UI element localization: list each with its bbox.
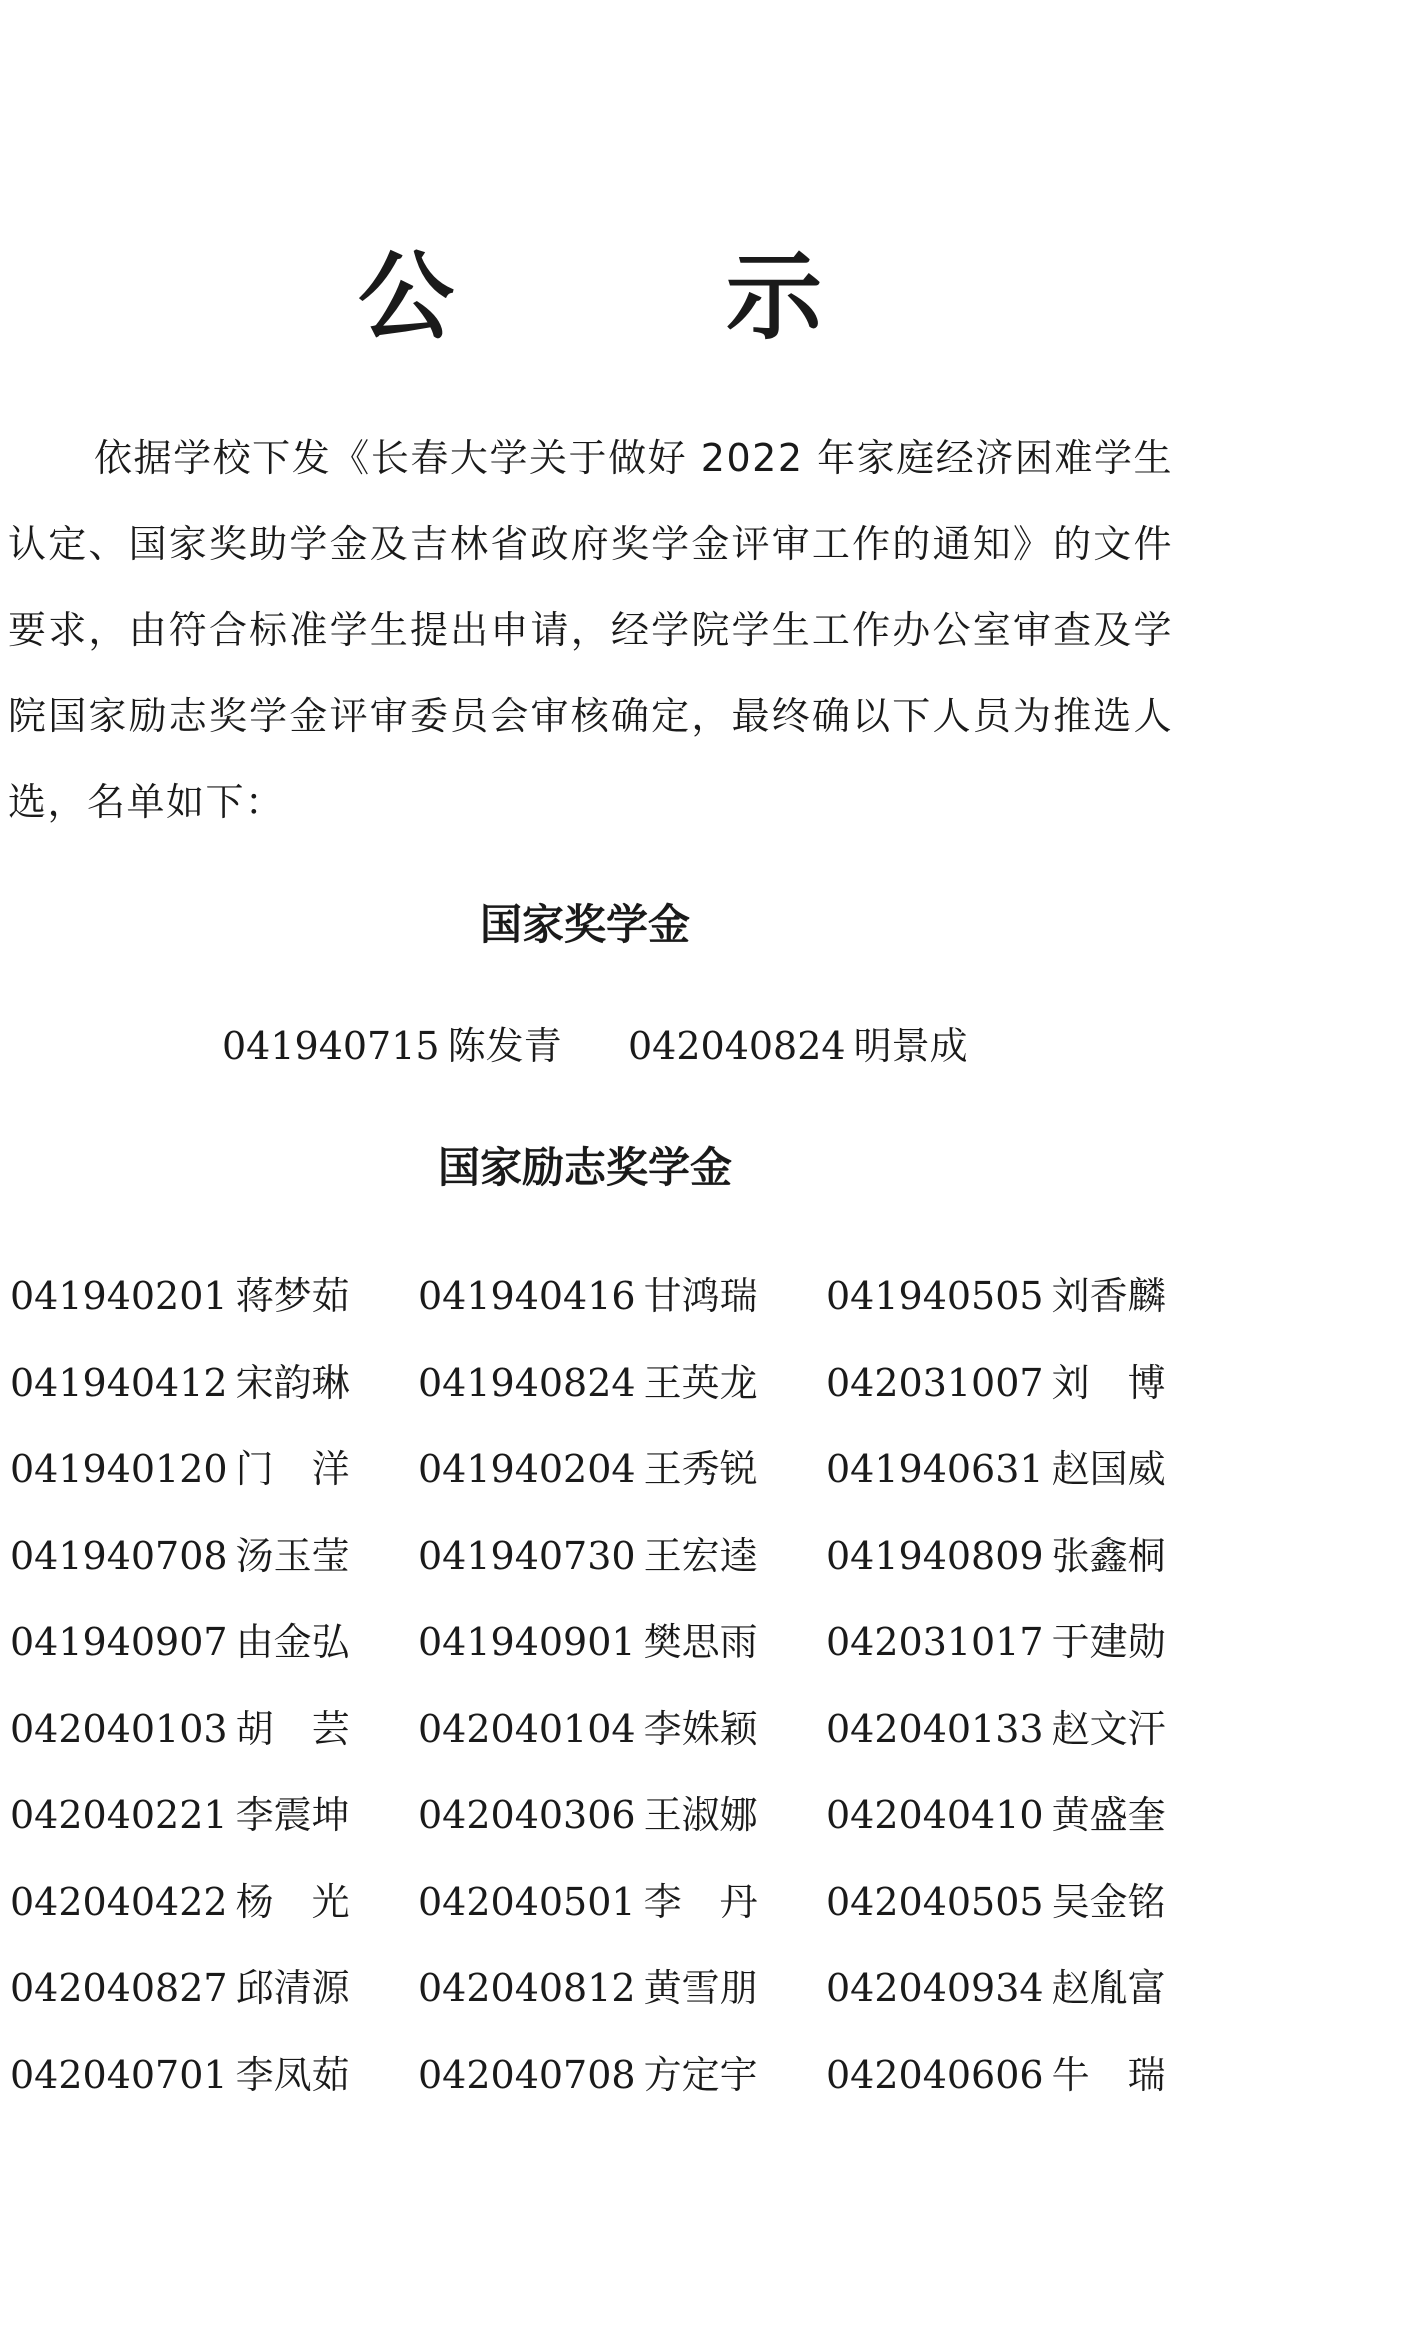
student-id: 041940412 — [10, 1360, 228, 1405]
student-id: 042031007 — [826, 1360, 1044, 1405]
national-scholarship-heading: 国家奖学金 — [479, 900, 690, 949]
recipient-entry — [10, 1614, 350, 1670]
student-name: 蒋梦茹 — [235, 1274, 350, 1318]
student-name: 王英龙 — [643, 1360, 758, 1405]
student-id: 041940416 — [418, 1274, 636, 1318]
announcement-paragraph: 依据学校下发《长春大学关于做好 2022 年家庭经济困难学生认定、国家奖助学金及吉林省政府奖学金评审工作的通知》的文件要求，由符合标准学生提出申请，经学院学生工作办公室审查及学院国家励志奖学金评审委员会审核确定，最终确以下人员为推选人选，名单如下： — [8, 436, 1173, 824]
recipient-entry — [222, 1018, 562, 1074]
recipient-row — [0, 1787, 1413, 1874]
recipient-row — [0, 1441, 1413, 1528]
student-id: 042040133 — [826, 1706, 1044, 1751]
recipient-entry — [10, 1268, 350, 1324]
recipient-entry — [418, 2047, 758, 2103]
student-name: 吴金铭 — [1051, 1879, 1166, 1924]
inspirational-scholarship-heading: 国家励志奖学金 — [437, 1143, 732, 1192]
recipient-entry — [418, 1441, 758, 1497]
recipient-entry — [826, 1355, 1166, 1411]
recipient-row — [0, 1701, 1413, 1788]
recipient-entry — [418, 1528, 758, 1584]
student-name: 门 洋 — [235, 1447, 350, 1491]
recipient-row — [0, 1268, 1413, 1355]
recipient-row — [0, 1874, 1413, 1961]
recipient-entry — [418, 1960, 758, 2016]
student-id: 041940809 — [826, 1533, 1044, 1578]
recipient-row — [0, 1355, 1413, 1442]
student-id: 042040606 — [826, 2052, 1044, 2097]
recipient-entry — [10, 1787, 350, 1843]
student-id: 042040701 — [10, 2052, 228, 2097]
student-name: 李震坤 — [235, 1793, 350, 1837]
student-name: 王宏逵 — [643, 1533, 758, 1578]
student-name: 陈发青 — [447, 1024, 562, 1068]
student-id: 041940708 — [10, 1533, 228, 1578]
document-title: 公 示 — [358, 241, 910, 353]
student-name: 刘 博 — [1051, 1360, 1166, 1405]
student-id: 042031017 — [826, 1620, 1044, 1664]
inspirational-scholarship-list — [0, 1268, 1413, 2133]
student-id: 042040812 — [418, 1966, 636, 2010]
student-name: 赵国威 — [1051, 1447, 1166, 1491]
recipient-row — [0, 2047, 1413, 2134]
student-name: 李凤茹 — [235, 2052, 350, 2097]
student-id: 042040827 — [10, 1966, 228, 2010]
student-id: 042040306 — [418, 1793, 636, 1837]
student-name: 方定宇 — [643, 2052, 758, 2097]
recipient-entry — [826, 1268, 1166, 1324]
student-name: 黄雪朋 — [643, 1966, 758, 2010]
student-id: 041940907 — [10, 1620, 228, 1664]
student-name: 张鑫桐 — [1051, 1533, 1166, 1578]
recipient-entry — [418, 1787, 758, 1843]
student-name: 邱清源 — [235, 1966, 350, 2010]
recipient-entry — [418, 1874, 758, 1930]
student-id: 041940201 — [10, 1274, 228, 1318]
student-id: 042040501 — [418, 1879, 636, 1924]
student-id: 042040505 — [826, 1879, 1044, 1924]
student-name: 由金弘 — [235, 1620, 350, 1664]
student-name: 杨 光 — [235, 1879, 350, 1924]
national-scholarship-list — [0, 1018, 1413, 1074]
recipient-entry — [826, 1787, 1166, 1843]
student-name: 李 丹 — [643, 1879, 758, 1924]
student-name: 黄盛奎 — [1051, 1793, 1166, 1837]
student-name: 汤玉莹 — [235, 1533, 350, 1578]
student-id: 042040104 — [418, 1706, 636, 1751]
recipient-entry — [628, 1018, 968, 1074]
student-name: 宋韵琳 — [235, 1360, 350, 1405]
recipient-entry — [10, 1355, 350, 1411]
student-id: 041940901 — [418, 1620, 636, 1664]
student-name: 王秀锐 — [643, 1447, 758, 1491]
recipient-entry — [826, 1701, 1166, 1757]
student-name: 牛 瑞 — [1051, 2052, 1166, 2097]
student-id: 042040221 — [10, 1793, 228, 1837]
recipient-entry — [826, 1874, 1166, 1930]
recipient-entry — [826, 1441, 1166, 1497]
student-id: 041940631 — [826, 1447, 1044, 1491]
recipient-entry — [10, 2047, 350, 2103]
recipient-entry — [418, 1355, 758, 1411]
student-name: 胡 芸 — [235, 1706, 350, 1751]
student-id: 042040934 — [826, 1966, 1044, 2010]
student-name: 李姝颖 — [643, 1706, 758, 1751]
recipient-entry — [10, 1701, 350, 1757]
recipient-entry — [418, 1701, 758, 1757]
recipient-entry — [10, 1960, 350, 2016]
student-id: 041940730 — [418, 1533, 636, 1578]
student-id: 042040708 — [418, 2052, 636, 2097]
student-name: 刘香麟 — [1051, 1274, 1166, 1318]
student-name: 明景成 — [853, 1024, 968, 1068]
recipient-entry — [826, 1960, 1166, 2016]
recipient-entry — [826, 2047, 1166, 2103]
student-id: 041940715 — [222, 1024, 440, 1068]
student-name: 赵胤富 — [1051, 1966, 1166, 2010]
student-name: 甘鸿瑞 — [643, 1274, 758, 1318]
student-id: 041940505 — [826, 1274, 1044, 1318]
recipient-entry — [10, 1874, 350, 1930]
student-id: 042040410 — [826, 1793, 1044, 1837]
recipient-row — [0, 1960, 1413, 2047]
student-id: 041940204 — [418, 1447, 636, 1491]
student-name: 王淑娜 — [643, 1793, 758, 1837]
student-id: 041940824 — [418, 1360, 636, 1405]
student-id: 041940120 — [10, 1447, 228, 1491]
student-name: 赵文汗 — [1051, 1706, 1166, 1751]
recipient-entry — [826, 1614, 1166, 1670]
recipient-entry — [10, 1441, 350, 1497]
student-id: 042040103 — [10, 1706, 228, 1751]
student-id: 042040422 — [10, 1879, 228, 1924]
student-name: 于建勋 — [1051, 1620, 1166, 1664]
recipient-entry — [418, 1614, 758, 1670]
recipient-entry — [10, 1528, 350, 1584]
student-name: 樊思雨 — [643, 1620, 758, 1664]
recipient-entry — [418, 1268, 758, 1324]
recipient-row — [0, 1614, 1413, 1701]
recipient-row — [0, 1528, 1413, 1615]
student-id: 042040824 — [628, 1024, 846, 1068]
recipient-entry — [826, 1528, 1166, 1584]
